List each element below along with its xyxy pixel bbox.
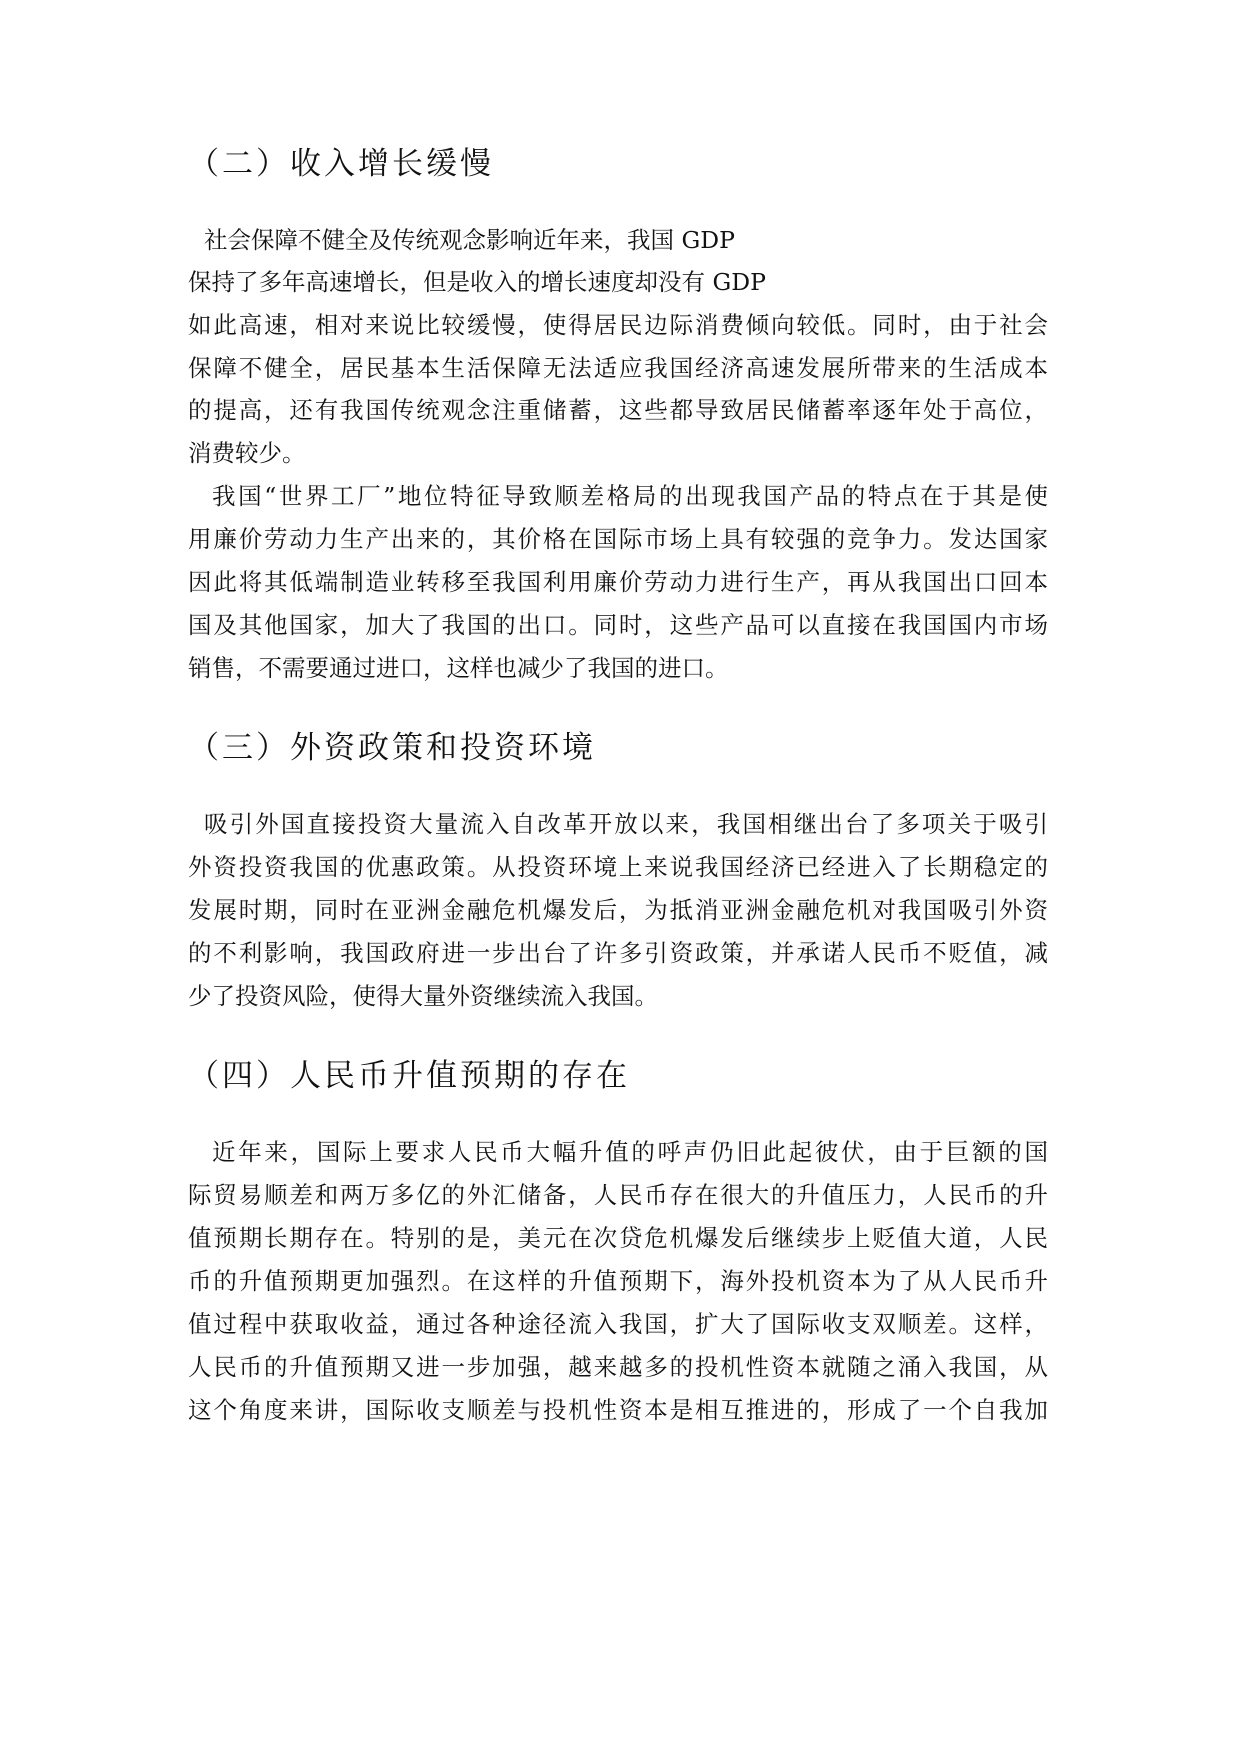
text-line: 值预期长期存在。特别的是，美元在次贷危机爆发后继续步上贬值大道，人民 xyxy=(188,1224,1048,1252)
text-line: 保持了多年高速增长，但是收入的增长速度却没有 GDP xyxy=(188,268,766,296)
text-line: 发展时期，同时在亚洲金融危机爆发后，为抵消亚洲金融危机对我国吸引外资 xyxy=(188,896,1048,924)
section-heading: （二）收入增长缓慢 xyxy=(188,146,494,182)
text-line: 这个角度来讲，国际收支顺差与投机性资本是相互推进的，形成了一个自我加 xyxy=(188,1396,1048,1424)
text-line: 国及其他国家，加大了我国的出口。同时，这些产品可以直接在我国国内市场 xyxy=(188,611,1048,639)
text-line: 人民币的升值预期又进一步加强，越来越多的投机性资本就随之涌入我国，从 xyxy=(188,1353,1048,1381)
text-line: 保障不健全，居民基本生活保障无法适应我国经济高速发展所带来的生活成本 xyxy=(188,354,1048,382)
text-line: 值过程中获取收益，通过各种途径流入我国，扩大了国际收支双顺差。这样， xyxy=(188,1310,1048,1338)
text-line: 消费较少。 xyxy=(188,439,306,467)
text-line: 因此将其低端制造业转移至我国利用廉价劳动力进行生产，再从我国出口回本 xyxy=(188,568,1048,596)
text-line: 际贸易顺差和两万多亿的外汇储备，人民币存在很大的升值压力，人民币的升 xyxy=(188,1181,1048,1209)
section-heading: （三）外资政策和投资环境 xyxy=(188,730,596,766)
text-line: 近年来，国际上要求人民币大幅升值的呼声仍旧此起彼伏，由于巨额的国 xyxy=(212,1138,1048,1166)
text-line: 的提高，还有我国传统观念注重储蓄，这些都导致居民储蓄率逐年处于高位， xyxy=(188,396,1048,424)
text-line: 币的升值预期更加强烈。在这样的升值预期下，海外投机资本为了从人民币升 xyxy=(188,1267,1048,1295)
text-line: 用廉价劳动力生产出来的，其价格在国际市场上具有较强的竞争力。发达国家 xyxy=(188,525,1048,553)
section-heading: （四）人民币升值预期的存在 xyxy=(188,1058,630,1094)
text-line: 吸引外国直接投资大量流入自改革开放以来，我国相继出台了多项关于吸引 xyxy=(204,810,1048,838)
text-line: 社会保障不健全及传统观念影响近年来，我国 GDP xyxy=(204,226,735,254)
text-line: 少了投资风险，使得大量外资继续流入我国。 xyxy=(188,982,658,1010)
text-line: 外资投资我国的优惠政策。从投资环境上来说我国经济已经进入了长期稳定的 xyxy=(188,853,1048,881)
text-line: 的不利影响，我国政府进一步出台了许多引资政策，并承诺人民币不贬值，减 xyxy=(188,939,1048,967)
text-line: 如此高速，相对来说比较缓慢，使得居民边际消费倾向较低。同时，由于社会 xyxy=(188,311,1048,339)
text-line: 销售，不需要通过进口，这样也减少了我国的进口。 xyxy=(188,654,729,682)
text-line: 我国“世界工厂”地位特征导致顺差格局的出现我国产品的特点在于其是使 xyxy=(212,482,1048,510)
